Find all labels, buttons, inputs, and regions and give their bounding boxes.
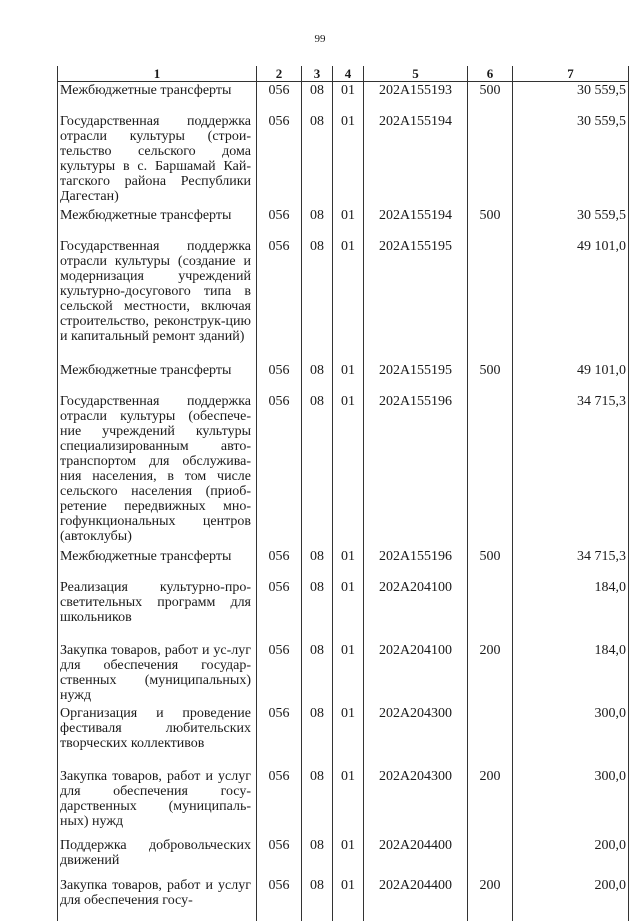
- row-col-5: 202А204400: [364, 877, 468, 921]
- row-name: Межбюджетные трансферты: [58, 362, 257, 393]
- row-name: Государственная поддержка отрасли культуры (обеспече-ние учреждений культуры специализированным авто-транспортом для обслужива-ния населения, в том числе сельского населения (приоб-ретение передвижных мно-гофункциональных центров (автоклубы): [58, 393, 257, 548]
- header-col-5: 5: [364, 66, 468, 82]
- table-row: [58, 393, 629, 548]
- header-col-3: 3: [302, 66, 333, 82]
- row-col-5: 202А204100: [364, 579, 468, 642]
- row-col-5: 202А204300: [364, 768, 468, 837]
- header-col-1: 1: [58, 66, 257, 82]
- header-row: [58, 66, 629, 82]
- budget-table: [57, 66, 629, 921]
- row-col-5: 202А155195: [364, 362, 468, 393]
- row-col-7: 34 715,3: [513, 393, 629, 548]
- row-col-6: 500: [468, 207, 513, 238]
- row-col-6: [468, 705, 513, 768]
- row-col-4: 01: [333, 82, 364, 113]
- header-col-4: 4: [333, 66, 364, 82]
- row-col-2: 056: [257, 113, 302, 207]
- row-col-6: [468, 113, 513, 207]
- row-col-6: 200: [468, 768, 513, 837]
- row-col-7: 300,0: [513, 768, 629, 837]
- table-row: [58, 705, 629, 768]
- row-col-2: 056: [257, 877, 302, 921]
- row-name: Межбюджетные трансферты: [58, 548, 257, 579]
- row-col-3: 08: [302, 82, 333, 113]
- table-row: [58, 579, 629, 642]
- table-row: [58, 837, 629, 877]
- row-col-7: 184,0: [513, 579, 629, 642]
- row-col-7: 200,0: [513, 837, 629, 877]
- row-col-3: 08: [302, 642, 333, 705]
- table-row: [58, 642, 629, 705]
- row-name: Закупка товаров, работ и услуг для обеспечения госу-дарственных (муниципаль-ных) нужд: [58, 768, 257, 837]
- header-col-6: 6: [468, 66, 513, 82]
- row-col-3: 08: [302, 705, 333, 768]
- row-col-2: 056: [257, 362, 302, 393]
- row-col-7: 30 559,5: [513, 113, 629, 207]
- row-col-2: 056: [257, 705, 302, 768]
- row-col-4: 01: [333, 548, 364, 579]
- row-col-3: 08: [302, 877, 333, 921]
- row-col-6: [468, 837, 513, 877]
- row-name: Организация и проведение фестиваля любительских творческих коллективов: [58, 705, 257, 768]
- row-col-3: 08: [302, 207, 333, 238]
- row-col-5: 202А204400: [364, 837, 468, 877]
- row-col-4: 01: [333, 579, 364, 642]
- row-col-7: 49 101,0: [513, 238, 629, 362]
- row-col-6: [468, 579, 513, 642]
- row-col-4: 01: [333, 393, 364, 548]
- table-row: [58, 548, 629, 579]
- table-row: [58, 238, 629, 362]
- page-number: 99: [314, 33, 326, 45]
- table-row: [58, 362, 629, 393]
- row-col-6: [468, 238, 513, 362]
- row-col-6: [468, 393, 513, 548]
- row-col-4: 01: [333, 768, 364, 837]
- row-col-3: 08: [302, 579, 333, 642]
- row-col-4: 01: [333, 642, 364, 705]
- row-col-3: 08: [302, 238, 333, 362]
- row-col-3: 08: [302, 113, 333, 207]
- row-col-6: 200: [468, 877, 513, 921]
- row-col-2: 056: [257, 238, 302, 362]
- row-col-7: 300,0: [513, 705, 629, 768]
- row-name: Государственная поддержка отрасли культуры (создание и модернизация учреждений культурно-досугового типа в сельской местности, включая строительство, реконструк-цию и капитальный ремонт зданий): [58, 238, 257, 362]
- row-col-2: 056: [257, 207, 302, 238]
- row-col-2: 056: [257, 548, 302, 579]
- header-col-7: 7: [513, 66, 629, 82]
- row-col-4: 01: [333, 837, 364, 877]
- row-col-5: 202А155196: [364, 548, 468, 579]
- row-name: Закупка товаров, работ и ус-луг для обеспечения государ-ственных (муниципальных) нужд: [58, 642, 257, 705]
- row-col-3: 08: [302, 548, 333, 579]
- row-col-4: 01: [333, 238, 364, 362]
- table-row: [58, 207, 629, 238]
- row-col-5: 202А155193: [364, 82, 468, 113]
- row-col-2: 056: [257, 579, 302, 642]
- row-col-4: 01: [333, 877, 364, 921]
- row-name: Поддержка добровольческих движений: [58, 837, 257, 877]
- row-col-2: 056: [257, 642, 302, 705]
- row-col-5: 202А204300: [364, 705, 468, 768]
- row-col-2: 056: [257, 393, 302, 548]
- row-name: Государственная поддержка отрасли культуры (строи-тельство сельского дома культуры в с. Баршамай Кай-тагского района Республики Дагестан): [58, 113, 257, 207]
- table-row: [58, 768, 629, 837]
- row-col-7: 34 715,3: [513, 548, 629, 579]
- row-col-7: 184,0: [513, 642, 629, 705]
- row-col-4: 01: [333, 113, 364, 207]
- row-col-5: 202А155194: [364, 113, 468, 207]
- row-col-2: 056: [257, 768, 302, 837]
- row-col-3: 08: [302, 362, 333, 393]
- row-col-2: 056: [257, 82, 302, 113]
- row-name: Межбюджетные трансферты: [58, 82, 257, 113]
- row-col-5: 202А155194: [364, 207, 468, 238]
- row-col-5: 202А155196: [364, 393, 468, 548]
- row-col-2: 056: [257, 837, 302, 877]
- table-row: [58, 877, 629, 921]
- row-name: Закупка товаров, работ и услуг для обеспечения госу-: [58, 877, 257, 921]
- row-col-7: 200,0: [513, 877, 629, 921]
- row-col-3: 08: [302, 837, 333, 877]
- row-name: Межбюджетные трансферты: [58, 207, 257, 238]
- row-col-4: 01: [333, 362, 364, 393]
- header-col-2: 2: [257, 66, 302, 82]
- row-col-5: 202А155195: [364, 238, 468, 362]
- row-col-6: 500: [468, 548, 513, 579]
- row-col-3: 08: [302, 768, 333, 837]
- row-col-6: 200: [468, 642, 513, 705]
- table-row: [58, 82, 629, 113]
- row-col-3: 08: [302, 393, 333, 548]
- row-col-7: 30 559,5: [513, 82, 629, 113]
- row-col-4: 01: [333, 705, 364, 768]
- row-col-7: 30 559,5: [513, 207, 629, 238]
- row-col-4: 01: [333, 207, 364, 238]
- row-col-7: 49 101,0: [513, 362, 629, 393]
- table-row: [58, 113, 629, 207]
- row-col-6: 500: [468, 362, 513, 393]
- row-col-6: 500: [468, 82, 513, 113]
- row-col-5: 202А204100: [364, 642, 468, 705]
- row-name: Реализация культурно-про-светительных программ для школьников: [58, 579, 257, 642]
